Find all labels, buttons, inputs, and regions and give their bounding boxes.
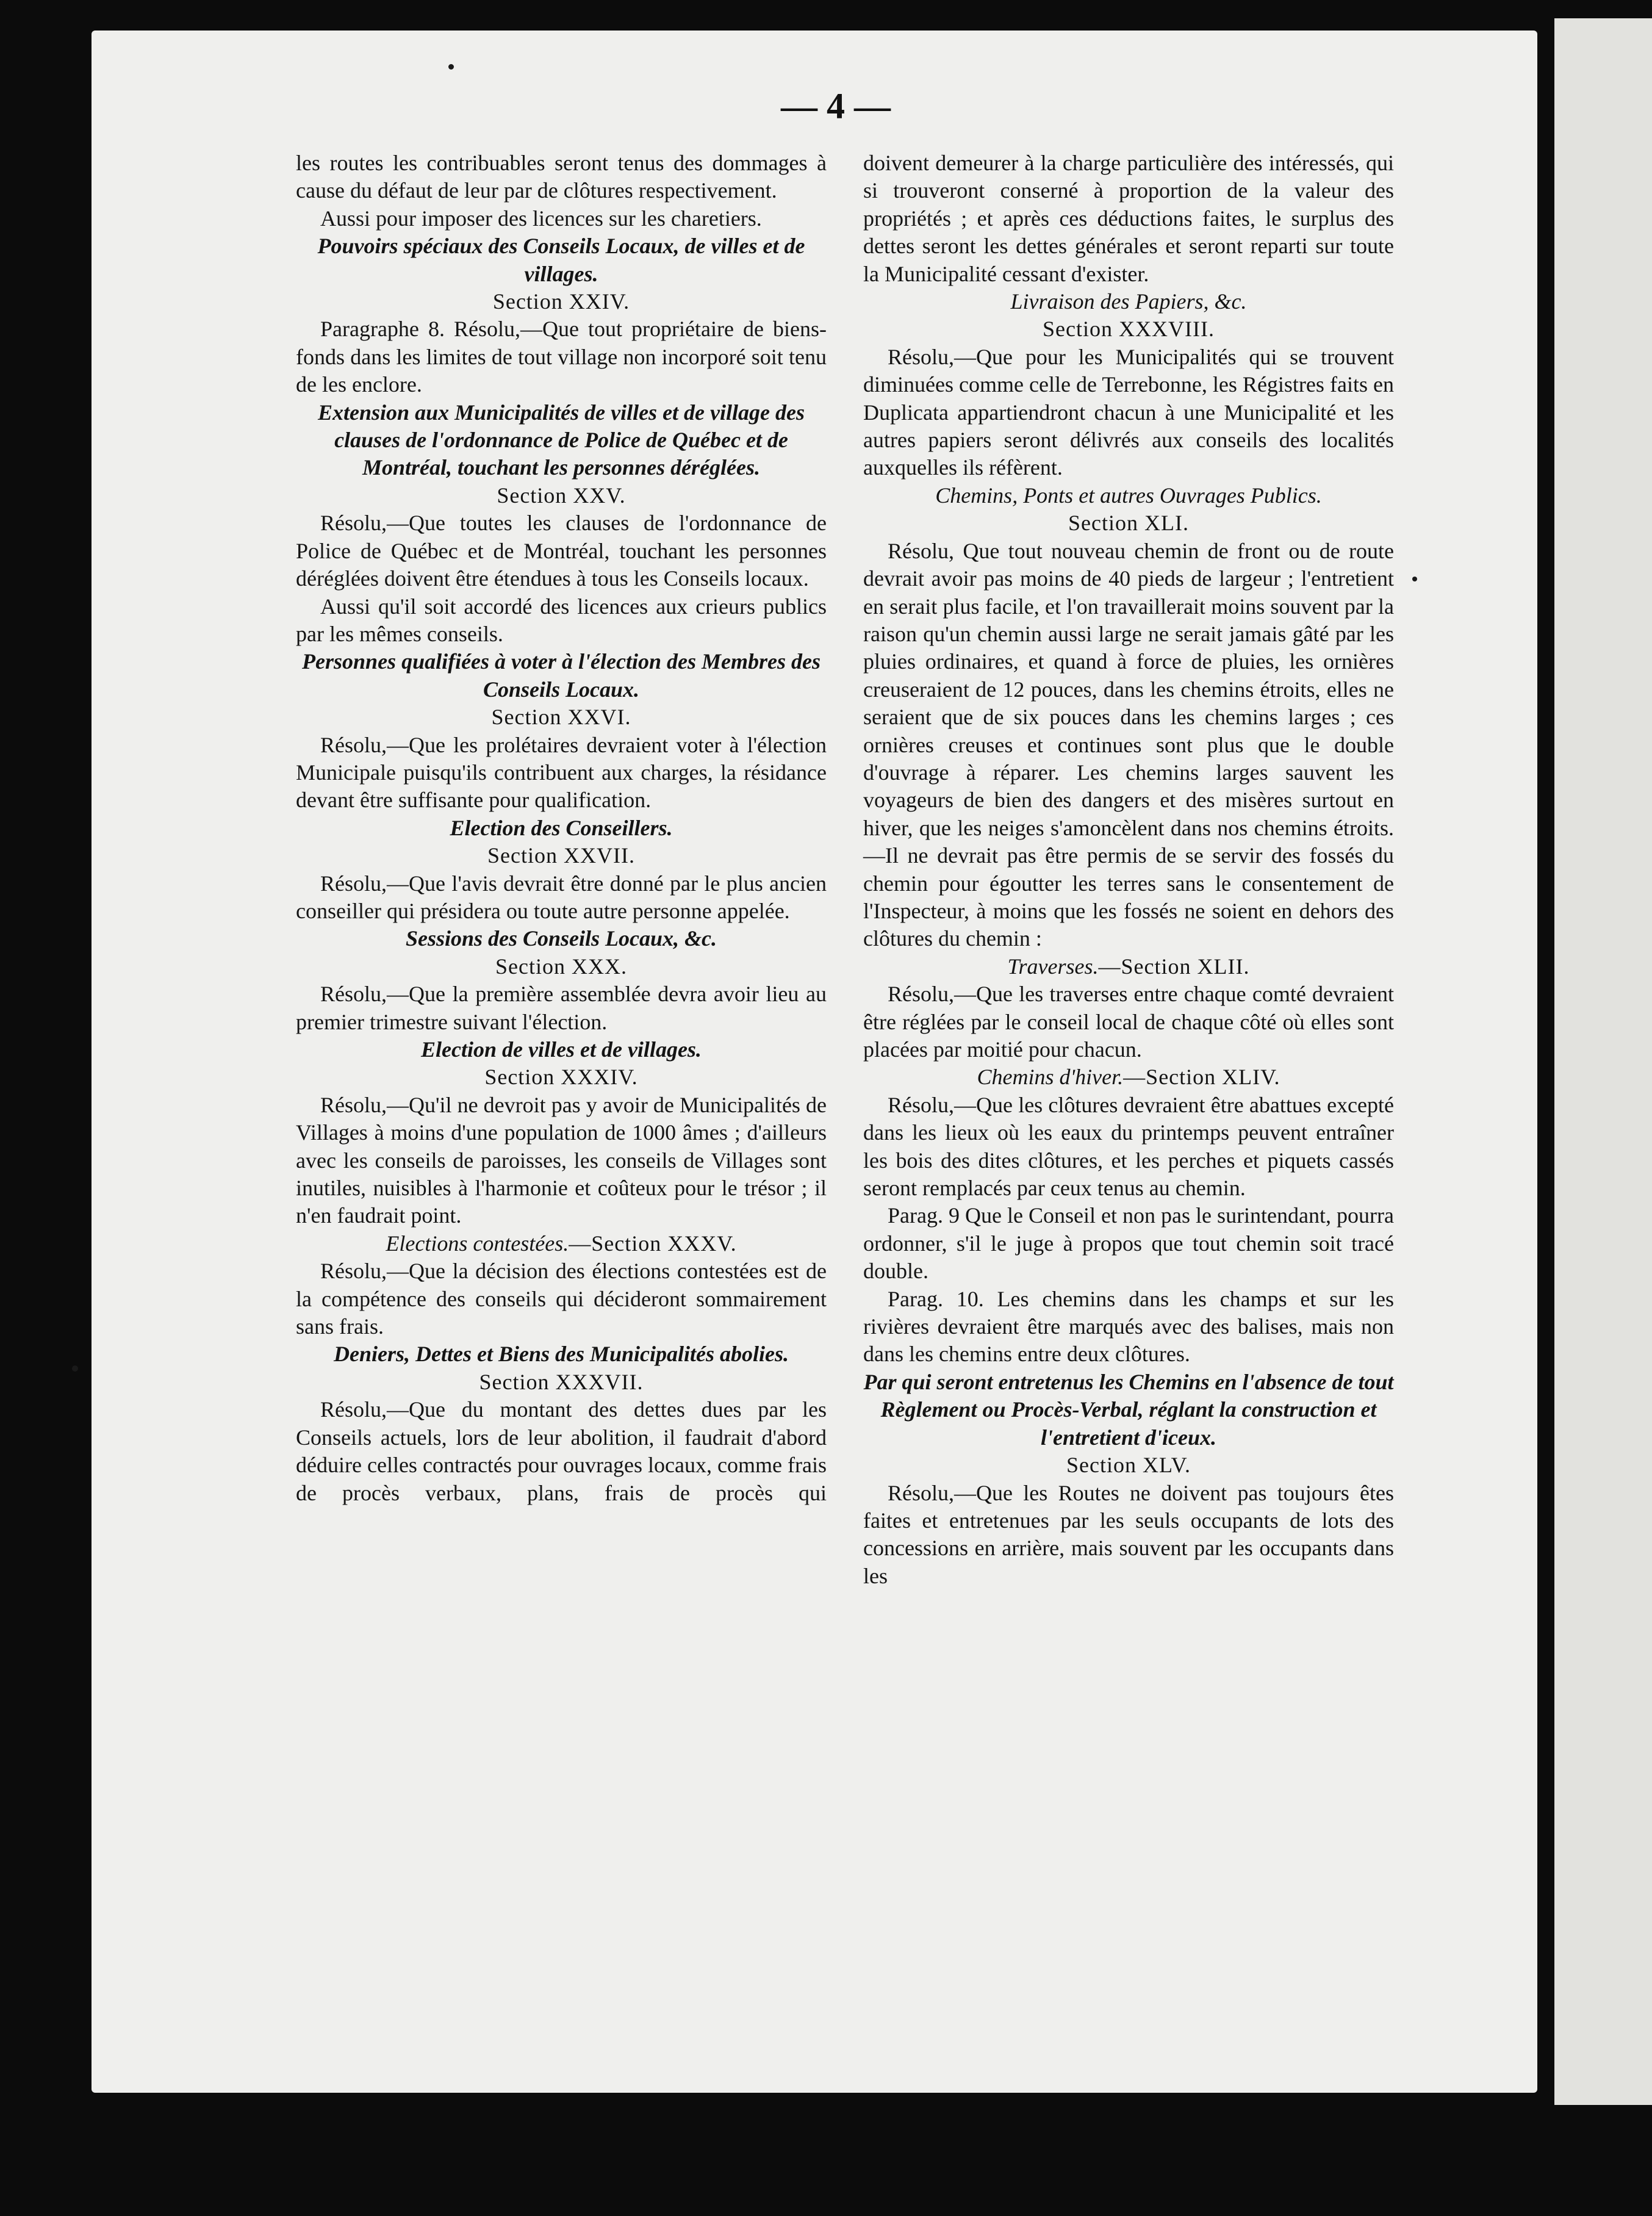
section-heading: Section XXX. bbox=[495, 954, 627, 979]
subsection-title: Traverses. bbox=[1007, 954, 1099, 979]
italic-heading: Par qui seront entretenus les Chemins en l'absence de tout Règlement ou Procès-Verbal, réglant la construction et l'entretient d'iceux. bbox=[863, 1369, 1394, 1450]
italic-heading: Election des Conseillers. bbox=[450, 815, 673, 840]
section-number: —Section XXXV. bbox=[569, 1231, 737, 1256]
section-heading: Section XXXIV. bbox=[484, 1065, 638, 1090]
paragraph: Résolu,—Que les traverses entre chaque comté devraient être réglées par le conseil local de chaque côté où elles sont placées par moitié pour chacun. bbox=[863, 982, 1394, 1062]
subsection-title: Chemins d'hiver. bbox=[977, 1065, 1124, 1090]
subsection-title: Elections contestées. bbox=[386, 1231, 569, 1256]
section-heading: Section XXXVII. bbox=[479, 1369, 644, 1394]
paragraph: Résolu,—Que du montant des dettes dues par les Conseils actuels, lors de leur abolition, il faudrait d'abord déduire celles contractés pour ouvrages locaux, comme frais de procès verbaux, plans, frais de procès qui bbox=[296, 1397, 827, 1505]
italic-heading: Personnes qualifiées à voter à l'élection des Membres des Conseils Locaux. bbox=[302, 649, 821, 702]
section-heading: Section XXVII. bbox=[487, 843, 635, 868]
paragraph: Résolu,—Que les prolétaires devraient voter à l'élection Municipale puisqu'ils contribuent aux charges, la résidance devant être suffisante pour qualification. bbox=[296, 732, 827, 813]
paragraph: Résolu,—Que pour les Municipalités qui se trouvent diminuées comme celle de Terrebonne, les Régistres faits en Duplicata appartiendront chacun à une Municipalité et les autres papiers seront délivrés aux conseils des localités auxquelles ils réfèrent. bbox=[863, 344, 1394, 480]
section-heading: Section XXIV. bbox=[492, 289, 630, 314]
section-heading: Section XXV. bbox=[497, 483, 626, 508]
ink-speck bbox=[448, 64, 454, 70]
ink-speck bbox=[72, 1365, 78, 1372]
section-heading: Section XXVI. bbox=[491, 705, 631, 730]
subsection-heading bbox=[863, 953, 1394, 980]
paragraph: Aussi qu'il soit accordé des licences aux crieurs publics par les mêmes conseils. bbox=[296, 594, 827, 646]
section-number: —Section XLIV. bbox=[1123, 1065, 1280, 1090]
ink-speck bbox=[1412, 577, 1417, 581]
paragraph: Résolu,—Que la première assemblée devra avoir lieu au premier trimestre suivant l'élection. bbox=[296, 982, 827, 1034]
paragraph: Parag. 10. Les chemins dans les champs et sur les rivières devraient être marqués avec des balises, mais non dans les chemins entre deux clôtures. bbox=[863, 1286, 1394, 1367]
paragraph: Résolu,—Que toutes les clauses de l'ordonnance de Police de Québec et de Montréal, touchant les personnes déréglées doivent être étendues à tous les Conseils locaux. bbox=[296, 511, 827, 591]
paragraph: Paragraphe 8. Résolu,—Que tout propriétaire de biens-fonds dans les limites de tout village non incorporé soit tenu de les enclore. bbox=[296, 317, 827, 397]
paragraph: Résolu, Que tout nouveau chemin de front ou de route devrait avoir pas moins de 40 pieds de largeur ; l'entretient en serait plus facile, et l'on travaillerait moins souvent par la raison qu'un chemin aussi large ne serait jamais gâté par les pluies ordinaires, et quand à force de pluies, les ornières creuseraient de 12 pouces, dans les chemins étroits, elles ne seraient que de six pouces dans les chemins larges ; ces ornières creuses et continues sont plus que le double d'ouvrage à réparer. Les chemins larges sauvent les voyageurs de bien des dangers et des misères surtout en hiver, que les neiges s'amoncèlent dans nos chemins étroits.—Il ne devrait pas être permis de se servir des fossés du chemin pour égoutter les terres sans le consentement de l'Inspecteur, à moins que les fossés ne soient en dehors des clôtures du chemin : bbox=[863, 538, 1394, 951]
italic-subheading: Chemins, Ponts et autres Ouvrages Publics. bbox=[935, 483, 1322, 508]
paragraph: Parag. 9 Que le Conseil et non pas le surintendant, pourra ordonner, s'il le juge à propos que tout chemin soit tracé double. bbox=[863, 1203, 1394, 1284]
section-heading: Section XXXVIII. bbox=[1043, 317, 1215, 342]
italic-heading: Election de villes et de villages. bbox=[421, 1037, 702, 1062]
paragraph: doivent demeurer à la charge particulière des intéressés, qui si trouveront conserné à proportion de la valeur des propriétés ; et après ces déductions faites, le surplus des dettes seront les dettes générales et seront reparti sur toute la Municipalité cessant d'exister. bbox=[863, 151, 1394, 286]
paragraph: Aussi pour imposer des licences sur les charetiers. bbox=[320, 206, 762, 231]
italic-heading: Sessions des Conseils Locaux, &c. bbox=[405, 926, 717, 951]
paragraph: les routes les contribuables seront tenus des dommages à cause du défaut de leur par de clôtures respectivement. bbox=[296, 151, 827, 203]
section-heading: Section XLI. bbox=[1068, 511, 1189, 536]
left-text-column bbox=[296, 149, 827, 1507]
right-text-column bbox=[863, 149, 1394, 1590]
paragraph: Résolu,—Que l'avis devrait être donné par le plus ancien conseiller qui présidera ou toute autre personne appelée. bbox=[296, 871, 827, 923]
subsection-heading bbox=[296, 1230, 827, 1257]
italic-subheading: Livraison des Papiers, &c. bbox=[1010, 289, 1247, 314]
paragraph: Résolu,—Qu'il ne devroit pas y avoir de Municipalités de Villages à moins d'une population de 1000 âmes ; d'ailleurs avec les conseils de paroisses, les conseils de Villages sont inutiles, nuisibles à l'harmonie et coûteux pour le trésor ; il n'en faudrait point. bbox=[296, 1092, 827, 1228]
italic-heading: Extension aux Municipalités de villes et de village des clauses de l'ordonnance de Police de Québec et de Montréal, touchant les personnes déréglées. bbox=[318, 400, 805, 480]
italic-heading: Deniers, Dettes et Biens des Municipalités abolies. bbox=[334, 1342, 789, 1367]
page-number: — 4 — bbox=[781, 86, 891, 126]
section-number: —Section XLII. bbox=[1098, 954, 1250, 979]
paragraph: Résolu,—Que la décision des élections contestées est de la compétence des conseils qui décideront sommairement sans frais. bbox=[296, 1259, 827, 1339]
paragraph: Résolu,—Que les Routes ne doivent pas toujours êtes faites et entretenues par les seuls occupants de lots des concessions en arrière, mais souvent par les occupants dans les bbox=[863, 1480, 1394, 1588]
subsection-heading bbox=[863, 1063, 1394, 1091]
section-heading: Section XLV. bbox=[1066, 1453, 1191, 1478]
adjacent-page-edge bbox=[1554, 18, 1652, 2105]
italic-heading: Pouvoirs spéciaux des Conseils Locaux, de villes et de villages. bbox=[317, 234, 805, 286]
paragraph: Résolu,—Que les clôtures devraient être abattues excepté dans les lieux où les eaux du printemps peuvent entraîner les bois des dites clôtures, et les perches et piquets cassés seront remplacés par ceux tenus au chemin. bbox=[863, 1092, 1394, 1201]
